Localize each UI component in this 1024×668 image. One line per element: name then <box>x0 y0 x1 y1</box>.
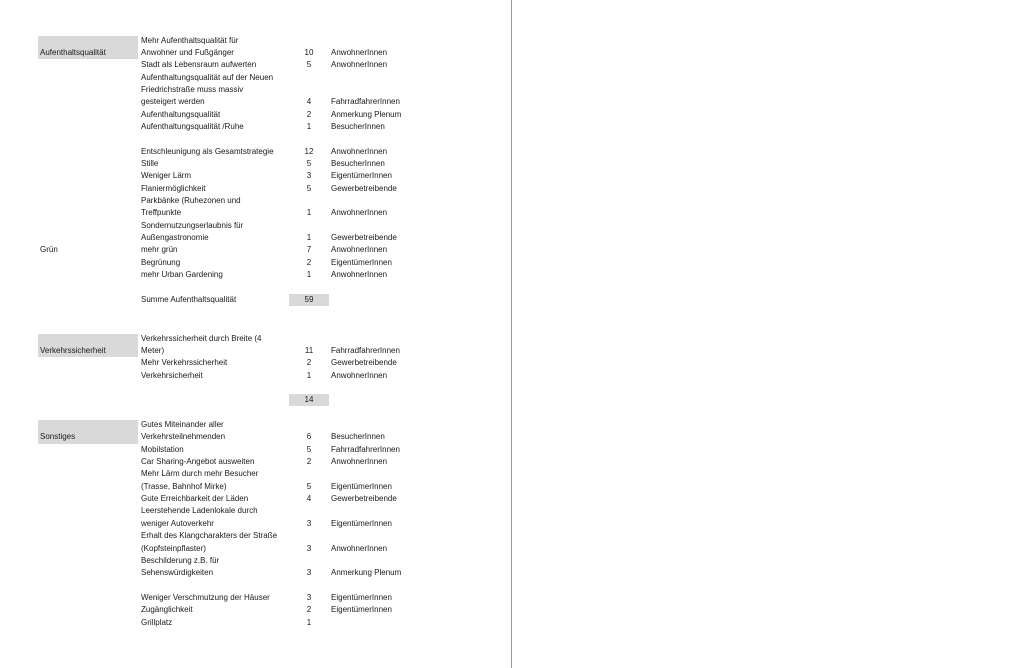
item-text: Gute Erreichbarkeit der Läden <box>141 494 249 504</box>
count-value: 11 <box>304 345 314 355</box>
group-label: AnwohnerInnen <box>331 208 388 218</box>
table-row <box>0 96 511 108</box>
item-text: (Kopfsteinpflaster) <box>141 543 206 553</box>
item-text: Gutes Miteinander aller <box>141 420 224 429</box>
table-row <box>0 345 511 357</box>
item-text: Beschilderung z.B. für <box>141 555 220 565</box>
group-label: AnwohnerInnen <box>331 543 388 553</box>
table-row <box>0 84 511 96</box>
item-text: Aufenthaltungsqualität /Ruhe <box>141 121 244 131</box>
count-value <box>296 468 322 480</box>
sum-value: 14 <box>289 394 329 406</box>
item-text: Treffpunkte <box>141 208 182 218</box>
group-label: BesucherInnen <box>331 159 385 168</box>
item-text: gesteigert werden <box>141 97 205 107</box>
count-value <box>296 282 322 294</box>
category-label: Sonstiges <box>40 432 76 442</box>
item-text: Verkehrsteilnehmenden <box>141 432 226 442</box>
count-value <box>296 84 322 96</box>
item-text: Car Sharing-Angebot ausweiten <box>141 457 255 467</box>
table-row <box>0 394 511 406</box>
table-row <box>0 133 511 145</box>
count-value <box>296 333 322 345</box>
table-row <box>0 505 511 517</box>
count-value: 3 <box>306 568 312 578</box>
item-text: (Trasse, Bahnhof Mirke) <box>141 481 227 491</box>
item-text: Mobilstation <box>141 444 184 454</box>
count-value: 3 <box>306 518 312 528</box>
count-value: 4 <box>306 494 312 504</box>
group-label: AnwohnerInnen <box>331 457 388 467</box>
table-row <box>0 555 511 567</box>
item-text: Stadt als Lebensraum aufwerten <box>141 60 257 70</box>
table-row <box>0 592 511 604</box>
group-label: Anmerkung Plenum <box>331 109 402 119</box>
item-text: Begrünung <box>141 257 181 267</box>
count-value: 3 <box>306 543 312 553</box>
item-text: Weniger Lärm <box>141 171 192 181</box>
count-value <box>296 133 322 145</box>
table-row <box>0 530 511 542</box>
count-value <box>296 72 322 84</box>
item-text: Zugänglichkeit <box>141 605 193 615</box>
count-value: 1 <box>306 370 312 380</box>
table-row <box>0 444 511 456</box>
item-text: Mehr Verkehrssicherheit <box>141 358 228 368</box>
item-text: Grillplatz <box>141 617 173 627</box>
table-row <box>0 617 511 629</box>
table-row <box>0 431 511 443</box>
group-label: FahrradfahrerInnen <box>331 97 400 107</box>
count-value: 1 <box>306 233 312 243</box>
table-row <box>0 257 511 269</box>
table-row <box>0 357 511 369</box>
count-value: 2 <box>306 358 312 368</box>
count-value: 2 <box>306 257 312 267</box>
table-row <box>0 220 511 232</box>
item-text: Entschleunigung als Gesamtstrategie <box>141 146 274 156</box>
item-text: mehr grün <box>141 245 178 255</box>
count-value <box>296 220 322 232</box>
table-row <box>0 195 511 207</box>
item-text: Anwohner und Fußgänger <box>141 47 234 57</box>
group-label: BesucherInnen <box>331 121 385 131</box>
count-value: 5 <box>306 444 312 454</box>
item-text: Mehr Lärm durch mehr Besucher <box>141 469 259 479</box>
table-row <box>0 518 511 530</box>
item-text: Außengastronomie <box>141 233 209 243</box>
left-page <box>0 0 511 668</box>
table-row <box>0 481 511 493</box>
group-label: EigentümerInnen <box>331 605 392 615</box>
category-label: Verkehrssicherheit <box>40 345 106 355</box>
table-row <box>0 170 511 182</box>
group-label: EigentümerInnen <box>331 481 392 491</box>
table-row <box>0 456 511 468</box>
count-value: 4 <box>306 97 312 107</box>
group-label: EigentümerInnen <box>331 257 392 267</box>
count-value: 1 <box>306 617 312 627</box>
item-text: Flaniermöglichkeit <box>141 183 206 193</box>
group-label: FahrradfahrerInnen <box>331 345 400 355</box>
table-row <box>0 282 511 294</box>
item-text: Aufenthaltungsqualität <box>141 109 221 119</box>
item-text: Sondernutzungserlaubnis für <box>141 220 244 230</box>
table-row <box>0 158 511 170</box>
table-row <box>0 121 511 133</box>
group-label: EigentümerInnen <box>331 592 392 602</box>
table-row <box>0 47 511 59</box>
table-row <box>0 604 511 616</box>
table-row <box>0 232 511 244</box>
group-label: EigentümerInnen <box>331 171 392 181</box>
table-row <box>0 382 511 394</box>
count-value: 1 <box>306 208 312 218</box>
count-value <box>296 419 322 431</box>
count-value: 2 <box>306 605 312 615</box>
item-text: Parkbänke (Ruhezonen und <box>141 196 241 206</box>
table-row <box>0 109 511 121</box>
sum-value: 59 <box>289 294 329 306</box>
group-label: BesucherInnen <box>331 432 385 442</box>
item-text: Summe Aufenthaltsqualität <box>141 294 237 304</box>
item-text: Aufenthaltungsqualität auf der Neuen <box>141 72 274 82</box>
count-value: 6 <box>306 432 312 442</box>
count-value <box>296 580 322 592</box>
count-value: 2 <box>306 457 312 467</box>
table-row <box>0 183 511 195</box>
group-label: AnwohnerInnen <box>331 47 388 57</box>
count-value: 1 <box>306 121 312 131</box>
count-value: 2 <box>306 109 312 119</box>
count-value: 12 <box>304 146 314 156</box>
count-value: 3 <box>306 592 312 602</box>
group-label: Gewerbetreibende <box>331 183 397 193</box>
count-value: 3 <box>306 171 312 181</box>
right-page <box>512 0 1024 668</box>
count-value: 5 <box>306 481 312 491</box>
item-text: Friedrichstraße muss massiv <box>141 84 244 94</box>
table-row <box>0 370 511 382</box>
item-text: Weniger Verschmutzung der Häuser <box>141 592 270 602</box>
table-row <box>0 543 511 555</box>
table-row <box>0 207 511 219</box>
table-row <box>0 72 511 84</box>
count-value <box>296 555 322 567</box>
item-text: Mehr Aufenthaltsqualität für <box>141 35 239 45</box>
count-value: 7 <box>306 245 312 255</box>
count-value <box>296 530 322 542</box>
item-text: Stille <box>141 159 159 168</box>
count-value: 5 <box>306 159 312 168</box>
group-label: AnwohnerInnen <box>331 270 388 280</box>
table-row <box>0 59 511 71</box>
group-label: Anmerkung Plenum <box>331 568 402 578</box>
group-label: AnwohnerInnen <box>331 370 388 380</box>
count-value: 1 <box>306 270 312 280</box>
table-row <box>0 580 511 592</box>
item-text: Verkehrsicherheit <box>141 370 203 380</box>
group-label: AnwohnerInnen <box>331 60 388 70</box>
group-label: Gewerbetreibende <box>331 494 397 504</box>
table-row <box>0 35 511 47</box>
table-row <box>0 468 511 480</box>
category-label: Grün <box>40 245 58 255</box>
item-text: Erhalt des Klangcharakters der Straße <box>141 531 278 541</box>
table-row <box>0 269 511 281</box>
count-value <box>296 382 322 394</box>
count-value: 5 <box>306 183 312 193</box>
group-label: FahrradfahrerInnen <box>331 444 400 454</box>
table-row <box>0 493 511 505</box>
table-row <box>0 244 511 256</box>
item-text: Verkehrssicherheit durch Breite (4 <box>141 333 262 343</box>
item-text: mehr Urban Gardening <box>141 270 223 280</box>
category-label: Aufenthaltsqualität <box>40 47 106 57</box>
count-value <box>296 195 322 207</box>
group-label: Gewerbetreibende <box>331 358 397 368</box>
item-text: Sehenswürdigkeiten <box>141 568 214 578</box>
item-text: weniger Autoverkehr <box>141 518 214 528</box>
group-label: AnwohnerInnen <box>331 245 388 255</box>
group-label: EigentümerInnen <box>331 518 392 528</box>
count-value: 5 <box>306 60 312 70</box>
group-label: AnwohnerInnen <box>331 146 388 156</box>
count-value <box>296 35 322 47</box>
item-text: Meter) <box>141 345 165 355</box>
count-value: 10 <box>304 47 314 57</box>
table-row <box>0 294 511 306</box>
table-row <box>0 567 511 579</box>
group-label: Gewerbetreibende <box>331 233 397 243</box>
table-row <box>0 333 511 345</box>
count-value <box>296 505 322 517</box>
table-row <box>0 419 511 431</box>
table-row <box>0 146 511 158</box>
item-text: Leerstehende Ladenlokale durch <box>141 506 258 516</box>
